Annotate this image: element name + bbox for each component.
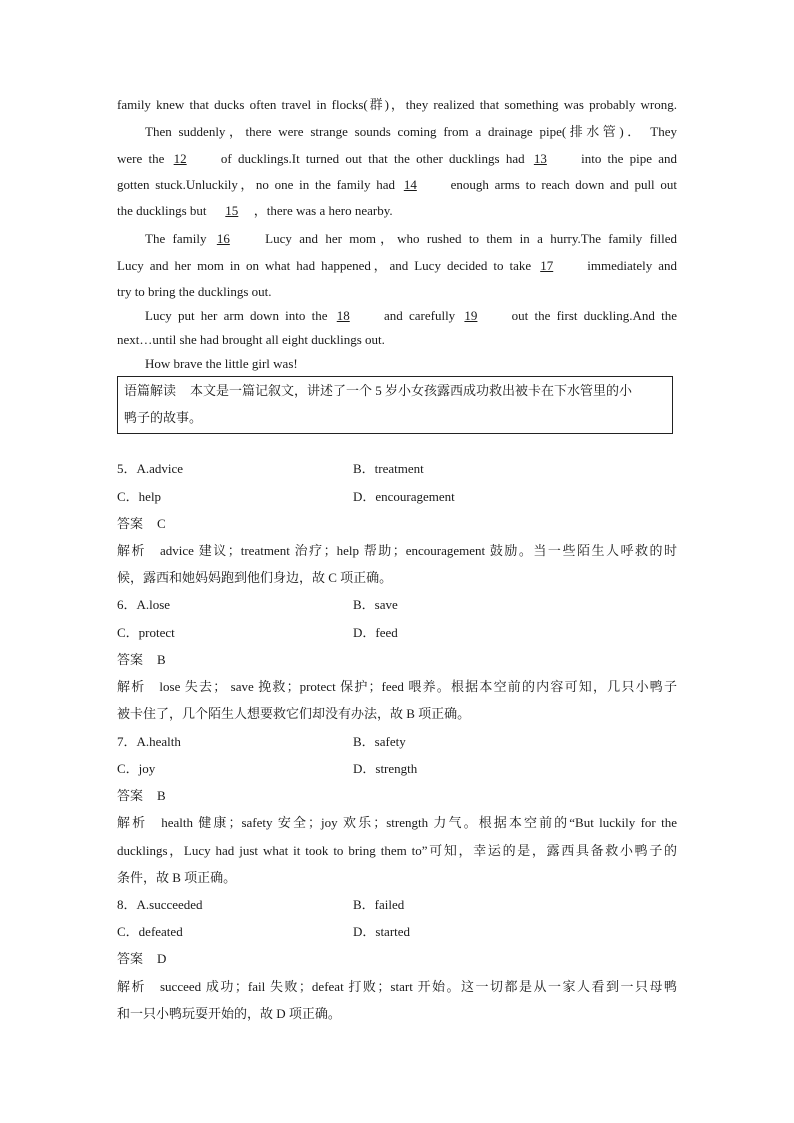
option-d: D．started	[353, 924, 411, 939]
explanation-line: 解析 lose 失去； save 挽救；protect 保护；feed 喂养。根据本空前的内容可知，几只小鸭子	[117, 679, 677, 694]
option-a: 6．A.lose	[117, 597, 171, 612]
explanation-line: 条件，故 B 项正确。	[117, 870, 237, 885]
option-a: 8．A.succeeded	[117, 897, 203, 912]
option-d: D．encouragement	[353, 489, 455, 504]
passage-line: try to bring the ducklings out.	[117, 284, 272, 299]
option-a: 7．A.health	[117, 734, 181, 749]
blank-18: 18	[336, 308, 350, 323]
answer-line: 答案 D	[117, 951, 167, 966]
blank-13: 13	[533, 151, 547, 166]
explanation-line: ducklings，Lucy had just what it took to bring them to”可知，幸运的是，露西具备救小鸭子的	[117, 843, 677, 858]
blank-19: 19	[464, 308, 478, 323]
option-b: B．safety	[353, 734, 406, 749]
summary-label: 语篇解读	[124, 383, 177, 398]
passage-line: The family 16 Lucy and her mom，who rushed to them in a hurry.The family filled	[145, 231, 678, 246]
explanation-line: 解析 succeed 成功；fail 失败；defeat 打败；start 开始。这一切都是从一家人看到一只母鸭	[117, 979, 677, 994]
passage-line: Then suddenly，there were strange sounds coming from a drainage pipe(排水管)． They	[145, 124, 677, 139]
passage-line: gotten stuck.Unluckily，no one in the family had 14 enough arms to reach down and pull out	[117, 177, 678, 192]
answer-value: B	[157, 652, 166, 667]
option-a: 5．A.advice	[117, 461, 184, 476]
passage-line: family knew that ducks often travel in flocks(群)，they realized that something was probably wrong.	[117, 97, 677, 112]
blank-12: 12	[173, 151, 187, 166]
blank-15: 15	[225, 203, 239, 218]
option-b: B．failed	[353, 897, 405, 912]
answer-line: 答案 B	[117, 652, 166, 667]
passage-line: Lucy and her mom in on what had happened，and Lucy decided to take 17 immediately and	[117, 258, 678, 273]
passage-line: the ducklings but 15 ，there was a hero nearby.	[117, 203, 393, 218]
answer-value: B	[157, 788, 166, 803]
summary-line: 鸭子的故事。	[124, 410, 203, 425]
blank-14: 14	[403, 177, 417, 192]
option-c: C．joy	[117, 761, 156, 776]
explanation-line: 解析 health 健康；safety 安全；joy 欢乐；strength 力气。根据本空前的“But luckily for the	[117, 815, 677, 830]
explanation-line: 被卡住了，几个陌生人想要救它们却没有办法，故 B 项正确。	[117, 706, 471, 721]
option-c: C．protect	[117, 625, 175, 640]
blank-17: 17	[540, 258, 554, 273]
answer-value: D	[157, 951, 167, 966]
answer-value: C	[157, 516, 166, 531]
option-b: B．save	[353, 597, 398, 612]
answer-line: 答案 C	[117, 516, 166, 531]
option-d: D．feed	[353, 625, 398, 640]
explanation-line: 候，露西和她妈妈跑到他们身边，故 C 项正确。	[117, 570, 393, 585]
summary-box	[117, 376, 673, 434]
passage-line: Lucy put her arm down into the 18 and carefully 19 out the first duckling.And the	[145, 308, 678, 323]
passage-line: How brave the little girl was!	[145, 356, 298, 371]
option-d: D．strength	[353, 761, 418, 776]
answer-line: 答案 B	[117, 788, 166, 803]
explanation-line: 和一只小鸭玩耍开始的，故 D 项正确。	[117, 1006, 341, 1021]
option-c: C．help	[117, 489, 162, 504]
passage-line: next…until she had brought all eight ducklings out.	[117, 332, 385, 347]
blank-16: 16	[216, 231, 230, 246]
option-c: C．defeated	[117, 924, 183, 939]
summary-line: 语篇解读 本文是一篇记叙文，讲述了一个 5 岁小女孩露西成功救出被卡在下水管里的小	[124, 383, 633, 398]
passage-line: were the 12 of ducklings.It turned out that the other ducklings had 13 into the pipe and	[117, 151, 678, 166]
option-b: B．treatment	[353, 461, 424, 476]
explanation-line: 解析 advice 建议；treatment 治疗；help 帮助；encouragement 鼓励。当一些陌生人呼救的时	[117, 543, 677, 558]
